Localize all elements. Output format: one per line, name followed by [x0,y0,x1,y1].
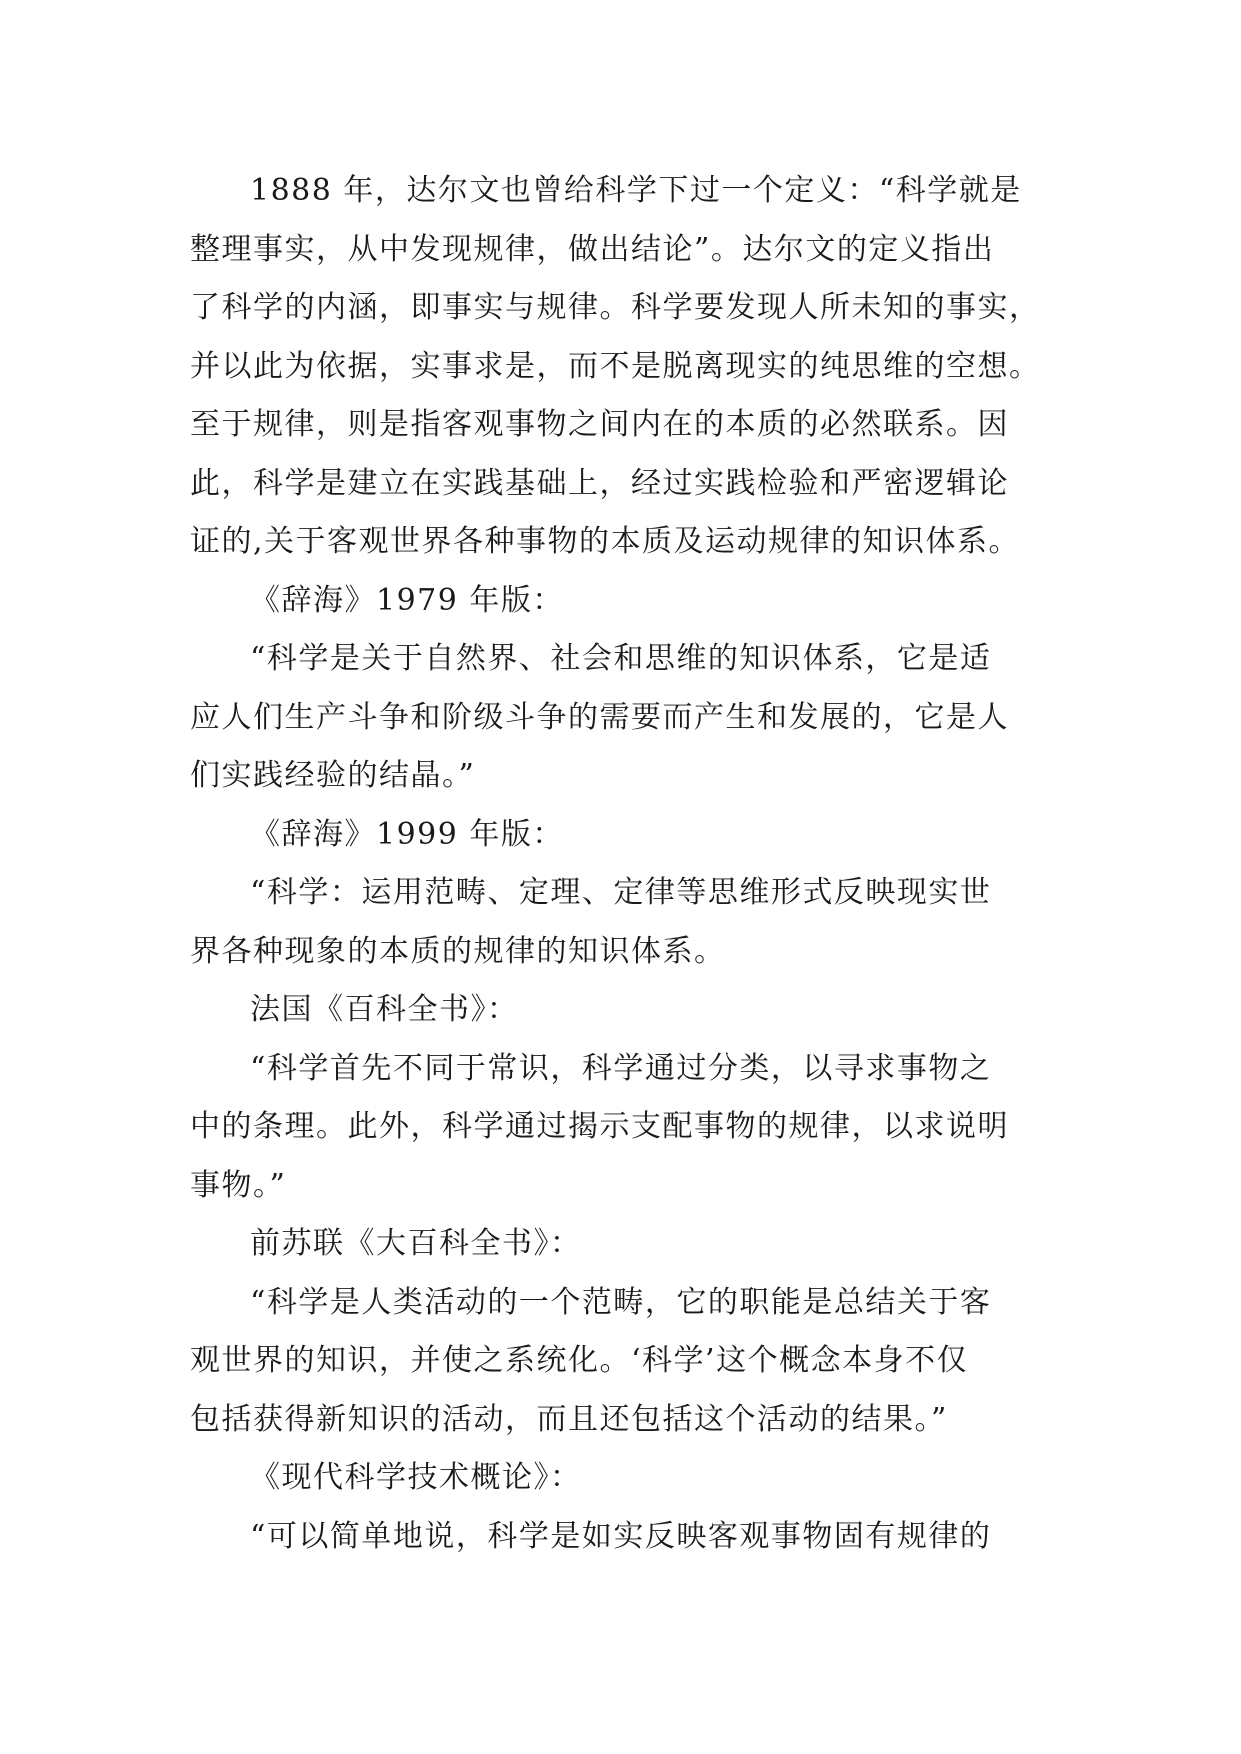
quote-line: 应人们生产斗争和阶级斗争的需要而产生和发展的，它是人 [190,699,1009,735]
paragraph-line: 此，科学是建立在实践基础上，经过实践检验和严密逻辑论 [190,465,1009,501]
quote-line: “科学是人类活动的一个范畴，它的职能是总结关于客 [250,1284,992,1320]
paragraph-line: 整理事实，从中发现规律，做出结论”。达尔文的定义指出 [190,231,995,267]
paragraph-line: 1888 年，达尔文也曾给科学下过一个定义：“科学就是 [250,173,1022,208]
paragraph-line: 至于规律，则是指客观事物之间内在的本质的必然联系。因 [190,407,1009,442]
quote-line: 事物。” [190,1167,287,1203]
quote-line: 们实践经验的结晶。” [190,758,476,793]
source-heading: 《辞海》1979 年版： [250,582,564,618]
quote-line: “可以简单地说，科学是如实反映客观事物固有规律的 [250,1518,992,1554]
paragraph-line: 证的,关于客观世界各种事物的本质及运动规律的知识体系。 [190,524,1021,559]
quote-line: “科学首先不同于常识，科学通过分类，以寻求事物之 [250,1050,992,1086]
paragraph-line: 了科学的内涵，即事实与规律。科学要发现人所未知的事实， [190,290,1041,325]
document-body [190,162,1055,1566]
quote-line: “科学：运用范畴、定理、定律等思维形式反映现实世 [250,875,992,910]
quote-line: 中的条理。此外，科学通过揭示支配事物的规律，以求说明 [190,1109,1009,1144]
source-heading: 前苏联《大百科全书》： [250,1226,582,1261]
quote-line: 观世界的知识，并使之系统化。‘科学’这个概念本身不仅 [190,1343,969,1378]
source-heading: 《辞海》1999 年版： [250,816,564,852]
source-heading: 《现代科学技术概论》： [250,1460,582,1495]
quote-line: “科学是关于自然界、社会和思维的知识体系，它是适 [250,641,992,676]
paragraph-line: 并以此为依据，实事求是，而不是脱离现实的纯思维的空想。 [190,348,1041,384]
quote-line: 界各种现象的本质的规律的知识体系。 [190,933,726,969]
quote-line: 包括获得新知识的活动，而且还包括这个活动的结果。” [190,1401,948,1437]
source-heading: 法国《百科全书》： [250,992,519,1027]
